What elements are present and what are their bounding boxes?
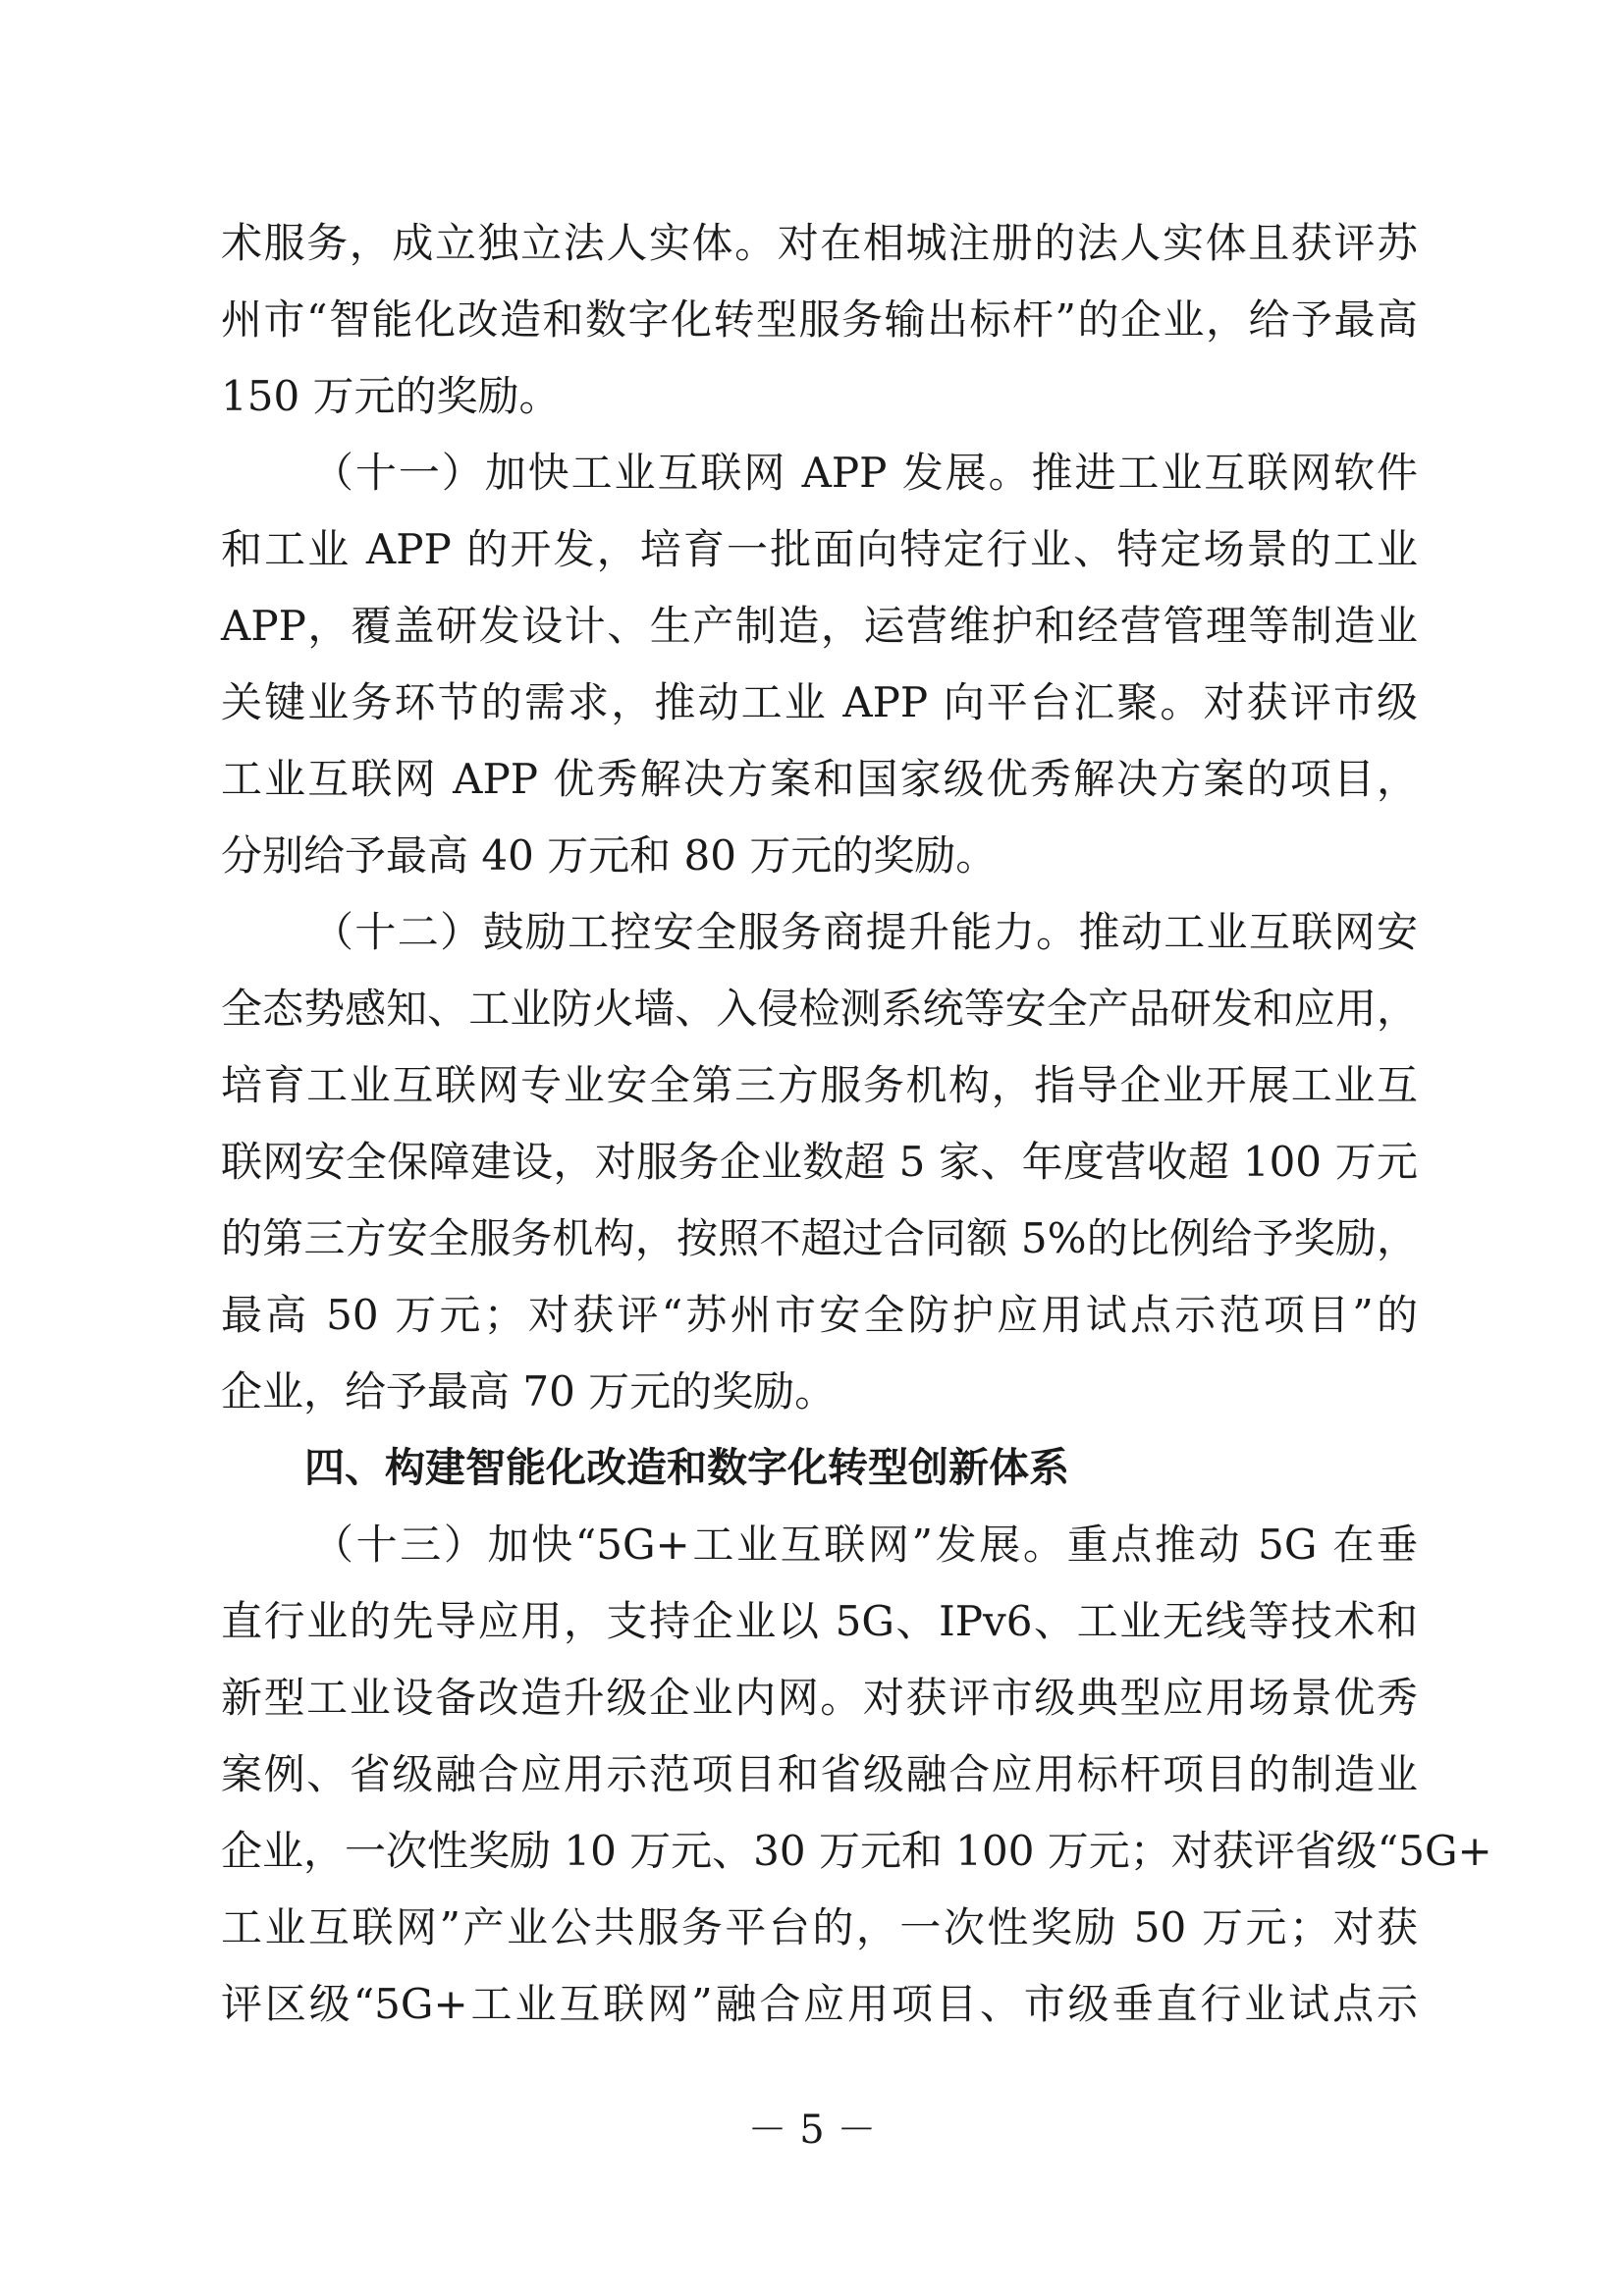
body-line: （十二）鼓励工控安全服务商提升能力。推动工业互联网安 xyxy=(312,908,1418,956)
body-line: 州市“智能化改造和数字化转型服务输出标杆”的企业，给予最高 xyxy=(221,295,1418,344)
body-line: 培育工业互联网专业安全第三方服务机构，指导企业开展工业互 xyxy=(221,1061,1418,1109)
body-line: 企业，给予最高 70 万元的奖励。 xyxy=(221,1367,837,1415)
body-line: 直行业的先导应用，支持企业以 5G、IPv6、工业无线等技术和 xyxy=(221,1597,1418,1645)
section-heading: 四、构建智能化改造和数字化转型创新体系 xyxy=(304,1444,1069,1491)
body-line: APP，覆盖研发设计、生产制造，运营维护和经营管理等制造业 xyxy=(221,602,1418,650)
body-line: 最高 50 万元；对获评“苏州市安全防护应用试点示范项目”的 xyxy=(221,1291,1418,1339)
body-line: 工业互联网 APP 优秀解决方案和国家级优秀解决方案的项目， xyxy=(221,755,1418,803)
body-line: 和工业 APP 的开发，培育一批面向特定行业、特定场景的工业 xyxy=(221,525,1418,573)
body-line: 分别给予最高 40 万元和 80 万元的奖励。 xyxy=(221,831,998,880)
body-line: 评区级“5G+工业互联网”融合应用项目、市级垂直行业试点示 xyxy=(221,1980,1418,2028)
body-line: 案例、省级融合应用示范项目和省级融合应用标杆项目的制造业 xyxy=(221,1750,1418,1798)
body-line: 全态势感知、工业防火墙、入侵检测系统等安全产品研发和应用， xyxy=(221,985,1418,1033)
body-line: （十一）加快工业互联网 APP 发展。推进工业互联网软件 xyxy=(312,449,1418,497)
body-line: 术服务，成立独立法人实体。对在相城注册的法人实体且获评苏 xyxy=(221,219,1418,267)
body-line: 联网安全保障建设，对服务企业数超 5 家、年度营收超 100 万元 xyxy=(221,1138,1418,1186)
body-line: 关键业务环节的需求，推动工业 APP 向平台汇聚。对获评市级 xyxy=(221,678,1418,726)
body-line: 企业，一次性奖励 10 万元、30 万元和 100 万元；对获评省级“5G+ xyxy=(221,1827,1492,1875)
body-line: 新型工业设备改造升级企业内网。对获评市级典型应用场景优秀 xyxy=(221,1674,1418,1722)
body-line: （十三）加快“5G+工业互联网”发展。重点推动 5G 在垂 xyxy=(312,1521,1418,1569)
page-number: － 5 － xyxy=(747,2108,877,2153)
body-line: 工业互联网”产业公共服务平台的，一次性奖励 50 万元；对获 xyxy=(221,1903,1418,1951)
body-line: 150 万元的奖励。 xyxy=(221,372,561,420)
body-line: 的第三方安全服务机构，按照不超过合同额 5%的比例给予奖励， xyxy=(221,1214,1418,1262)
